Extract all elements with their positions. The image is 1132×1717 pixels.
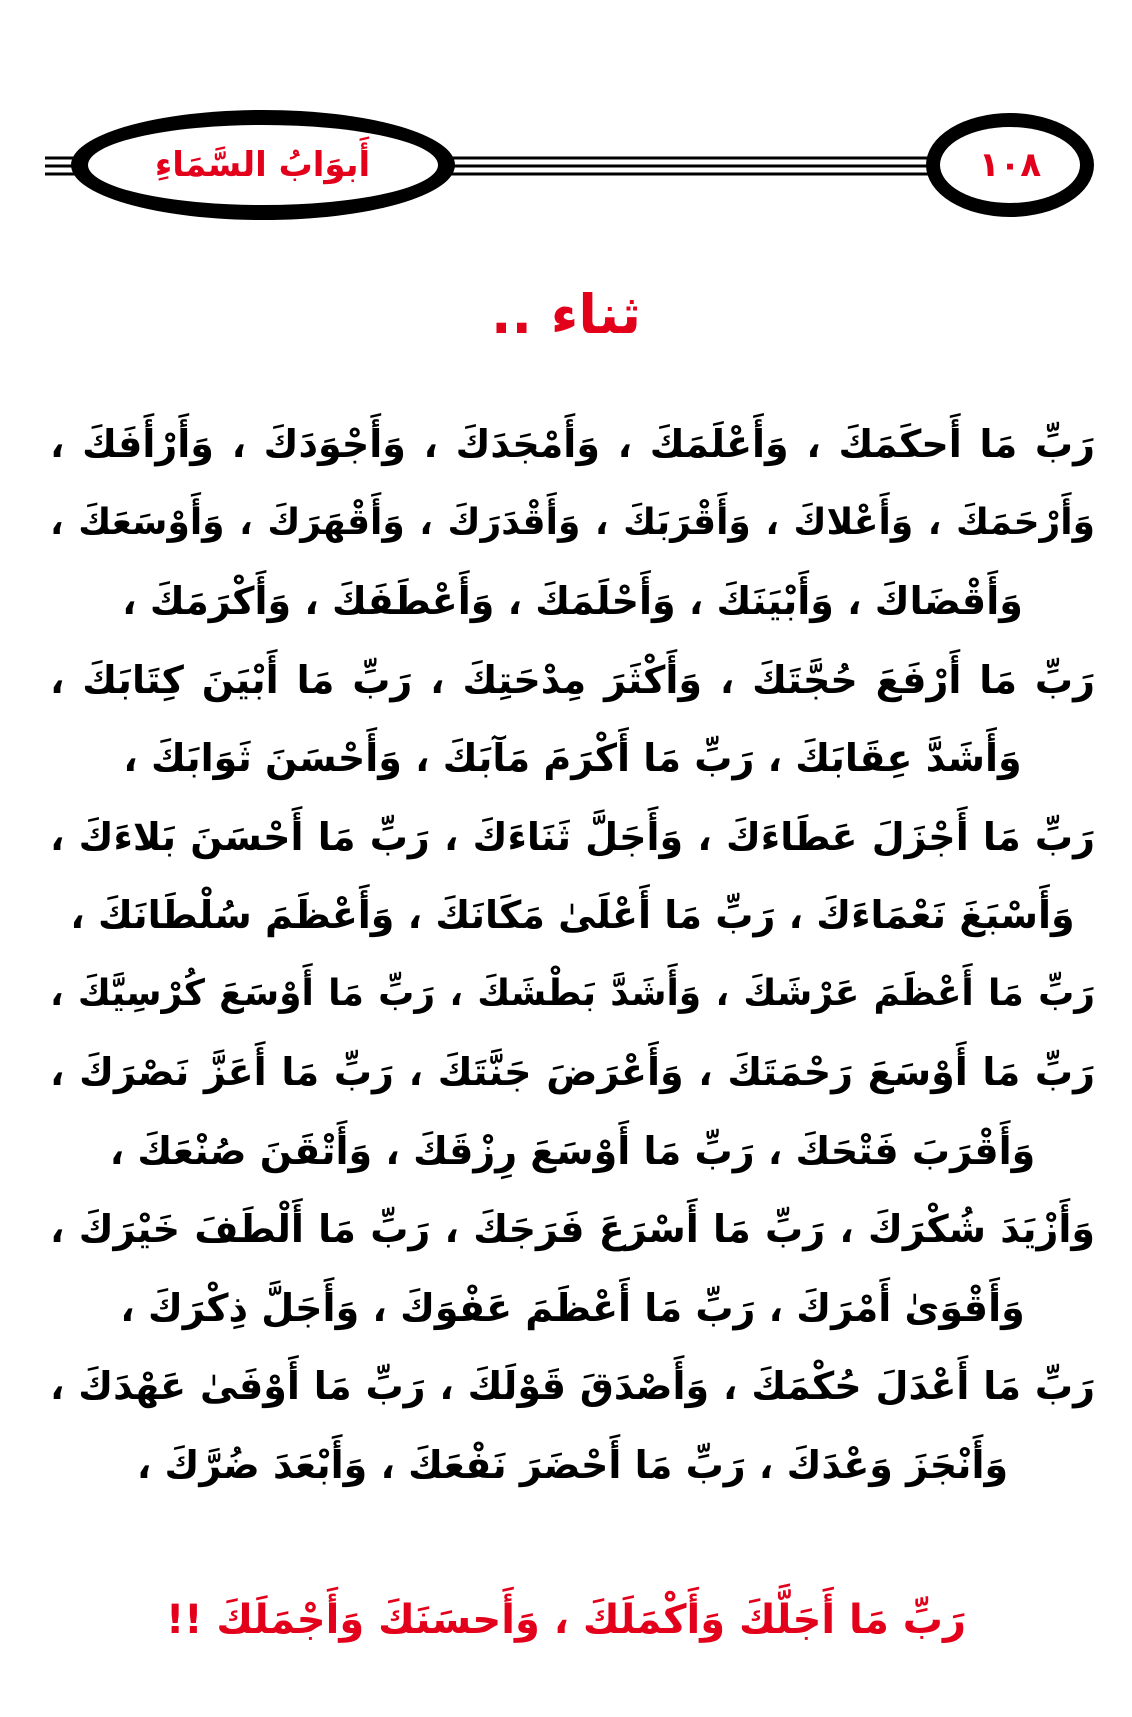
text-line: وَأَقْوَىٰ أَمْرَكَ ، رَبِّ مَا أَعْظَمَ عَفْوَكَ ، وَأَجَلَّ ذِكْرَكَ ، (120, 1285, 1025, 1330)
text-line: رَبِّ مَا أَوْسَعَ رَحْمَتَكَ ، وَأَعْرَضَ جَنَّتَكَ ، رَبِّ مَا أَعَزَّ نَصْرَكَ ، (50, 1050, 1095, 1094)
text-line: وَأَنْجَزَ وَعْدَكَ ، رَبِّ مَا أَحْضَرَ نَفْعَكَ ، وَأَبْعَدَ ضُرَّكَ ، (136, 1442, 1009, 1487)
section-title: ثناء .. (490, 283, 642, 346)
closing-line: رَبِّ مَا أَجَلَّكَ وَأَكْمَلَكَ ، وَأَحسَنَكَ وَأَجْمَلَكَ !! (166, 1597, 966, 1643)
header-ornament (0, 0, 1132, 240)
body-text (50, 405, 1095, 1504)
text-line: وَأَقْضَاكَ ، وَأَبْيَنَكَ ، وَأَحْلَمَكَ ، وَأَعْطَفَكَ ، وَأَكْرَمَكَ ، (122, 579, 1023, 623)
text-line: وَأَشَدَّ عِقَابَكَ ، رَبِّ مَا أَكْرَمَ مَآبَكَ ، وَأَحْسَنَ ثَوَابَكَ ، (123, 736, 1022, 780)
text-line: وَأَزْيَدَ شُكْرَكَ ، رَبِّ مَا أَسْرَعَ فَرَجَكَ ، رَبِّ مَا أَلْطَفَ خَيْرَكَ ، (50, 1207, 1095, 1251)
text-line: رَبِّ مَا أَحكَمَكَ ، وَأَعْلَمَكَ ، وَأَمْجَدَكَ ، وَأَجْوَدَكَ ، وَأَرْأَفَكَ ، (50, 422, 1095, 466)
page-number: ١٠٨ (978, 145, 1042, 185)
text-line: وَأَرْحَمَكَ ، وَأَعْلاكَ ، وَأَقْرَبَكَ ، وَأَقْدَرَكَ ، وَأَقْهَرَكَ ، وَأَوْسَعَكَ ، (50, 501, 1095, 543)
text-line: وَأَسْبَغَ نَعْمَاءَكَ ، رَبِّ مَا أَعْلَىٰ مَكَانَكَ ، وَأَعْظَمَ سُلْطَانَكَ ، (70, 893, 1075, 937)
text-line: رَبِّ مَا أَعْدَلَ حُكْمَكَ ، وَأَصْدَقَ قَوْلَكَ ، رَبِّ مَا أَوْفَىٰ عَهْدَكَ ، (50, 1364, 1095, 1408)
text-line: وَأَقْرَبَ فَتْحَكَ ، رَبِّ مَا أَوْسَعَ رِزْقَكَ ، وَأَتْقَنَ صُنْعَكَ ، (109, 1128, 1036, 1173)
book-title: أَبوَابُ السَّمَاءِ (154, 145, 371, 185)
page-header (0, 0, 1132, 240)
text-line: رَبِّ مَا أَرْفَعَ حُجَّتَكَ ، وَأَكْثَرَ مِدْحَتِكَ ، رَبِّ مَا أَبْيَنَ كِتَابَكَ ، (50, 657, 1095, 702)
text-line: رَبِّ مَا أَعْظَمَ عَرْشَكَ ، وَأَشَدَّ بَطْشَكَ ، رَبِّ مَا أَوْسَعَ كُرْسِيَّكَ ، (50, 972, 1095, 1014)
text-line: رَبِّ مَا أَجْزَلَ عَطَاءَكَ ، وَأَجَلَّ ثَنَاءَكَ ، رَبِّ مَا أَحْسَنَ بَلاءَكَ ، (50, 814, 1095, 859)
